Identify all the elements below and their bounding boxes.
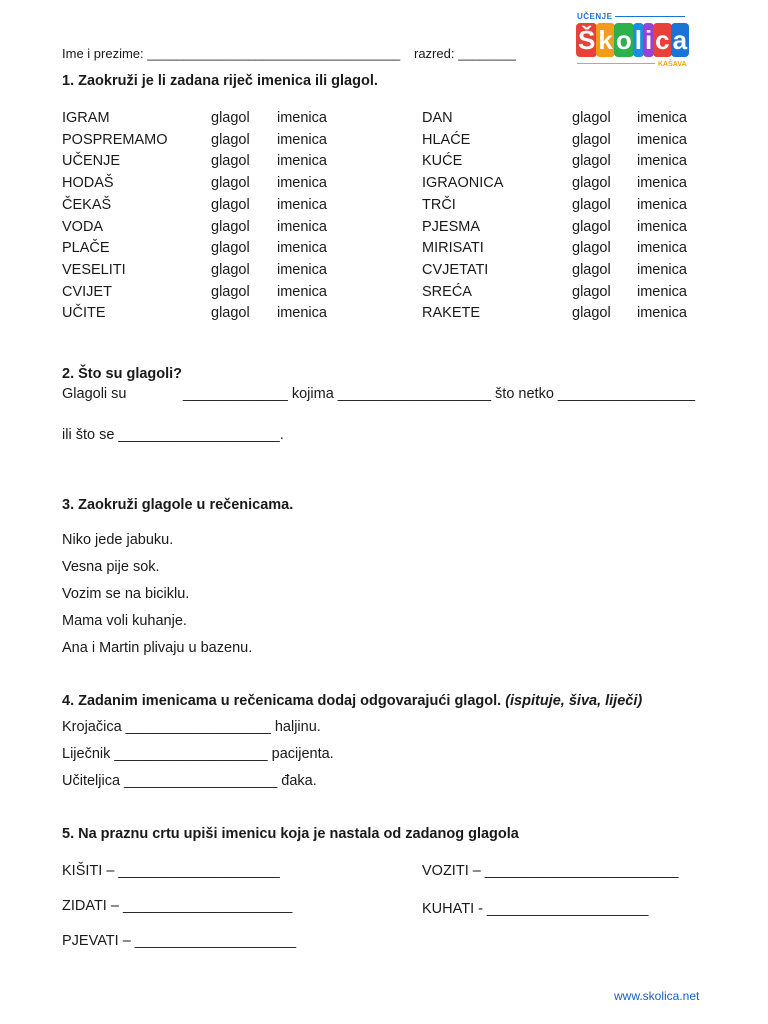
section3-sentence: Ana i Martin plivaju u bazenu. bbox=[62, 640, 253, 656]
section4-title: 4. Zadanim imenicama u rečenicama dodaj odgovarajući glagol. (ispituje, šiva, liječi) bbox=[62, 693, 643, 709]
option-glagol[interactable]: glagol bbox=[211, 175, 250, 192]
option-imenica[interactable]: imenica bbox=[277, 131, 327, 148]
option-imenica[interactable]: imenica bbox=[277, 153, 327, 170]
footer-url[interactable]: www.skolica.net bbox=[614, 989, 700, 1003]
word-item: CVIJET bbox=[62, 283, 112, 300]
option-glagol[interactable]: glagol bbox=[572, 218, 611, 235]
option-glagol[interactable]: glagol bbox=[211, 131, 250, 148]
section1-title: 1. Zaokruži je li zadana riječ imenica ili glagol. bbox=[62, 73, 378, 89]
word-item: RAKETE bbox=[422, 305, 481, 322]
option-imenica[interactable]: imenica bbox=[277, 110, 327, 126]
skolica-logo bbox=[574, 12, 694, 70]
option-glagol[interactable]: glagol bbox=[572, 261, 611, 278]
word-item: PJESMA bbox=[422, 218, 481, 235]
word-row bbox=[0, 282, 768, 303]
section2-line1-blanks: _____________ kojima ___________________ što netko _________________ bbox=[183, 386, 696, 402]
word-item: HLAĆE bbox=[422, 131, 471, 148]
word-item: ČEKAŠ bbox=[62, 196, 112, 213]
option-imenica[interactable]: imenica bbox=[277, 283, 327, 300]
section2-line1-start: Glagoli su bbox=[62, 386, 127, 402]
option-imenica[interactable]: imenica bbox=[637, 131, 687, 148]
word-item: VESELITI bbox=[62, 261, 126, 278]
option-glagol[interactable]: glagol bbox=[572, 196, 611, 213]
word-row bbox=[0, 108, 768, 129]
section4-line: Liječnik ___________________ pacijenta. bbox=[62, 746, 334, 762]
class-field-label: razred: ________ bbox=[414, 46, 516, 61]
section3-sentence: Niko jede jabuku. bbox=[62, 532, 174, 548]
word-row bbox=[0, 238, 768, 259]
option-imenica[interactable]: imenica bbox=[277, 261, 327, 278]
section2-line2: ili što se ____________________. bbox=[62, 427, 284, 443]
word-item: DAN bbox=[422, 110, 453, 126]
option-imenica[interactable]: imenica bbox=[637, 110, 687, 126]
word-item: POSPREMAMO bbox=[62, 131, 168, 148]
option-imenica[interactable]: imenica bbox=[637, 218, 687, 235]
option-imenica[interactable]: imenica bbox=[637, 240, 687, 257]
option-glagol[interactable]: glagol bbox=[211, 153, 250, 170]
word-item: CVJETATI bbox=[422, 261, 489, 278]
section4-hint: (ispituje, šiva, liječi) bbox=[505, 693, 643, 709]
option-imenica[interactable]: imenica bbox=[277, 218, 327, 235]
logo-top-text: UČENJE bbox=[577, 12, 613, 21]
word-row bbox=[0, 173, 768, 194]
word-row bbox=[0, 151, 768, 172]
logo-letter: i bbox=[644, 25, 653, 55]
section5-item-kisiti: KIŠITI – ____________________ bbox=[62, 863, 280, 879]
option-glagol[interactable]: glagol bbox=[211, 305, 250, 322]
logo-letter: a bbox=[672, 25, 688, 55]
option-imenica[interactable]: imenica bbox=[277, 305, 327, 322]
section3-sentence: Mama voli kuhanje. bbox=[62, 613, 187, 629]
option-imenica[interactable]: imenica bbox=[637, 283, 687, 300]
section3-sentence: Vesna pije sok. bbox=[62, 559, 160, 575]
section5-title: 5. Na praznu crtu upiši imenicu koja je nastala od zadanog glagola bbox=[62, 826, 519, 842]
word-item: UČITE bbox=[62, 305, 106, 322]
logo-letter: k bbox=[598, 25, 613, 55]
word-row bbox=[0, 130, 768, 151]
name-field-label: Ime i prezime: ___________________________________ bbox=[62, 46, 401, 61]
logo-letter: Š bbox=[578, 25, 596, 55]
option-glagol[interactable]: glagol bbox=[211, 196, 250, 213]
option-glagol[interactable]: glagol bbox=[572, 240, 611, 257]
option-glagol[interactable]: glagol bbox=[211, 218, 250, 235]
option-glagol[interactable]: glagol bbox=[572, 305, 611, 322]
option-imenica[interactable]: imenica bbox=[637, 305, 687, 322]
word-row bbox=[0, 260, 768, 281]
word-row bbox=[0, 217, 768, 238]
section3-sentence: Vozim se na biciklu. bbox=[62, 586, 190, 602]
logo-bottom-text: KAŠAVA bbox=[658, 61, 687, 68]
option-imenica[interactable]: imenica bbox=[637, 175, 687, 192]
word-item: SREĆA bbox=[422, 283, 472, 300]
word-item: UČENJE bbox=[62, 153, 121, 170]
section2-title: 2. Što su glagoli? bbox=[62, 366, 183, 382]
word-item: HODAŠ bbox=[62, 175, 114, 192]
word-item: VODA bbox=[62, 218, 104, 235]
option-glagol[interactable]: glagol bbox=[211, 240, 250, 257]
option-glagol[interactable]: glagol bbox=[572, 283, 611, 300]
option-glagol[interactable]: glagol bbox=[572, 131, 611, 148]
word-row bbox=[0, 195, 768, 216]
option-imenica[interactable]: imenica bbox=[277, 240, 327, 257]
section5-item-pjevati: PJEVATI – ____________________ bbox=[62, 933, 297, 949]
word-row bbox=[0, 303, 768, 324]
logo-brand bbox=[576, 23, 688, 57]
word-item: PLAČE bbox=[62, 240, 110, 257]
section4-line: Krojačica __________________ haljinu. bbox=[62, 719, 321, 735]
word-item: TRČI bbox=[422, 196, 456, 213]
logo-letter: l bbox=[634, 25, 642, 55]
option-glagol[interactable]: glagol bbox=[211, 283, 250, 300]
section3-title: 3. Zaokruži glagole u rečenicama. bbox=[62, 497, 294, 513]
word-item: MIRISATI bbox=[422, 240, 484, 257]
option-imenica[interactable]: imenica bbox=[637, 196, 687, 213]
option-glagol[interactable]: glagol bbox=[211, 261, 250, 278]
section5-item-kuhati: KUHATI - ____________________ bbox=[422, 901, 649, 917]
option-glagol[interactable]: glagol bbox=[572, 153, 611, 170]
word-item: KUĆE bbox=[422, 153, 463, 170]
section5-item-voziti: VOZITI – ________________________ bbox=[422, 863, 679, 879]
option-glagol[interactable]: glagol bbox=[572, 110, 611, 126]
option-glagol[interactable]: glagol bbox=[572, 175, 611, 192]
option-imenica[interactable]: imenica bbox=[637, 153, 687, 170]
option-glagol[interactable]: glagol bbox=[211, 110, 250, 126]
option-imenica[interactable]: imenica bbox=[277, 175, 327, 192]
logo-letter: c bbox=[655, 25, 670, 55]
option-imenica[interactable]: imenica bbox=[637, 261, 687, 278]
word-item: IGRAM bbox=[62, 110, 110, 126]
section4-line: Učiteljica ___________________ đaka. bbox=[62, 773, 317, 789]
logo-letter: o bbox=[615, 25, 632, 55]
section5-item-zidati: ZIDATI – _____________________ bbox=[62, 898, 293, 914]
word-item: IGRAONICA bbox=[422, 175, 504, 192]
option-imenica[interactable]: imenica bbox=[277, 196, 327, 213]
